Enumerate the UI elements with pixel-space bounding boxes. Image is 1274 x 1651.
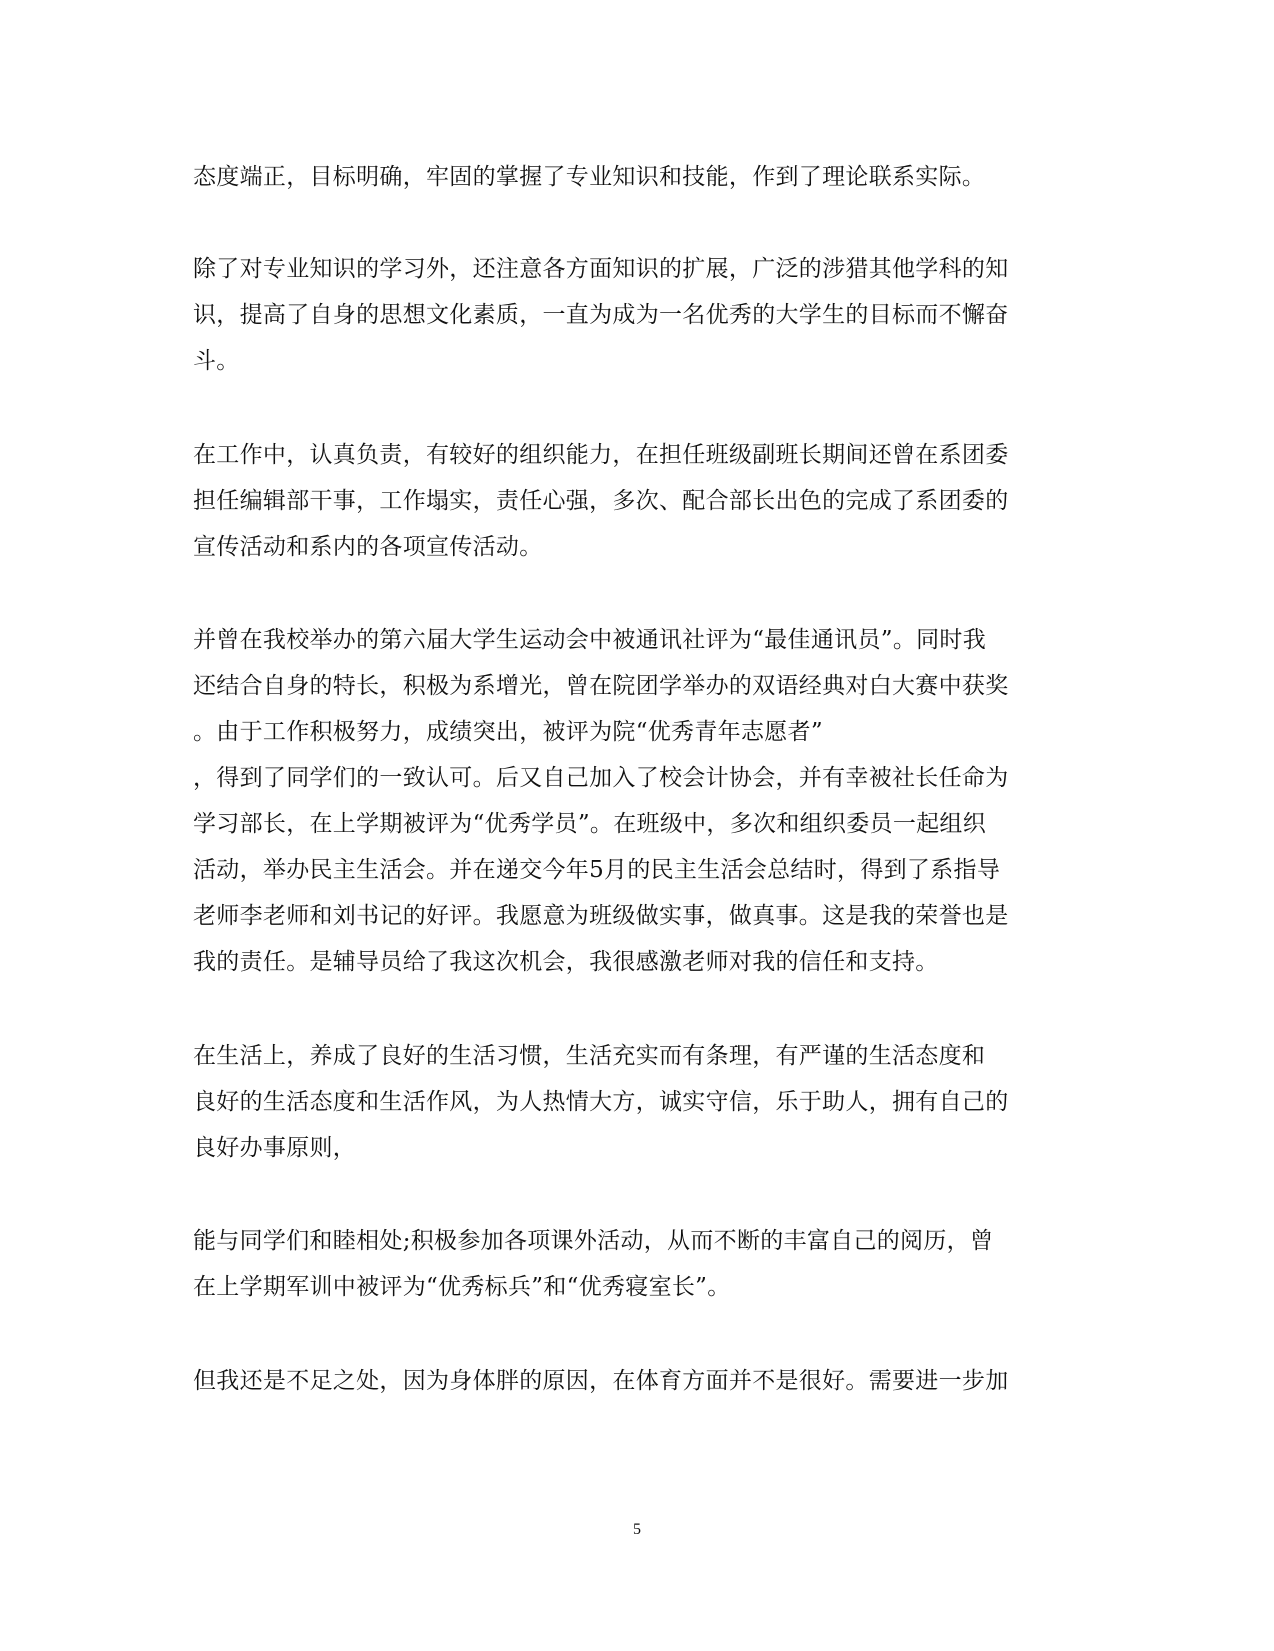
text-line: 良好的生活态度和生活作风，为人热情大方，诚实守信，乐于助人，拥有自己的 bbox=[193, 1089, 1009, 1115]
text-line: 老师李老师和刘书记的好评。我愿意为班级做实事，做真事。这是我的荣誉也是 bbox=[193, 903, 1009, 929]
text-line: 在上学期军训中被评为“优秀标兵”和“优秀寝室长”。 bbox=[193, 1274, 731, 1300]
text-line: 活动，举办民主生活会。并在递交今年5月的民主生活会总结时，得到了系指导 bbox=[193, 857, 1001, 883]
text-line: 态度端正，目标明确，牢固的掌握了专业知识和技能，作到了理论联系实际。 bbox=[193, 164, 986, 190]
text-line: 能与同学们和睦相处;积极参加各项课外活动，从而不断的丰富自己的阅历，曾 bbox=[193, 1228, 994, 1254]
text-line: 学习部长，在上学期被评为“优秀学员”。在班级中，多次和组织委员一起组织 bbox=[193, 811, 987, 837]
text-line: 但我还是不足之处，因为身体胖的原因，在体育方面并不是很好。需要进一步加 bbox=[193, 1368, 1009, 1394]
text-line: 。由于工作积极努力，成绩突出，被评为院“优秀青年志愿者” bbox=[193, 719, 823, 745]
text-line: 在生活上，养成了良好的生活习惯，生活充实而有条理，有严谨的生活态度和 bbox=[193, 1043, 986, 1069]
text-line: 除了对专业知识的学习外，还注意各方面知识的扩展，广泛的涉猎其他学科的知 bbox=[193, 256, 1009, 282]
text-line: 担任编辑部干事，工作塌实，责任心强，多次、配合部长出色的完成了系团委的 bbox=[193, 488, 1009, 514]
text-line: 宣传活动和系内的各项宣传活动。 bbox=[193, 534, 543, 560]
page-number: 5 bbox=[633, 1521, 641, 1538]
text-line: 还结合自身的特长，积极为系增光，曾在院团学举办的双语经典对白大赛中获奖 bbox=[193, 673, 1009, 699]
text-line: 斗。 bbox=[193, 348, 240, 374]
text-line: 在工作中，认真负责，有较好的组织能力，在担任班级副班长期间还曾在系团委 bbox=[193, 442, 1009, 468]
text-line: 识，提高了自身的思想文化素质，一直为成为一名优秀的大学生的目标而不懈奋 bbox=[193, 302, 1009, 328]
text-line: 我的责任。是辅导员给了我这次机会，我很感激老师对我的信任和支持。 bbox=[193, 949, 939, 975]
text-line: 并曾在我校举办的第六届大学生运动会中被通讯社评为“最佳通讯员”。同时我 bbox=[193, 627, 987, 653]
text-line: 良好办事原则， bbox=[193, 1135, 357, 1161]
text-line: ，得到了同学们的一致认可。后又自己加入了校会计协会，并有幸被社长任命为 bbox=[193, 765, 1009, 791]
